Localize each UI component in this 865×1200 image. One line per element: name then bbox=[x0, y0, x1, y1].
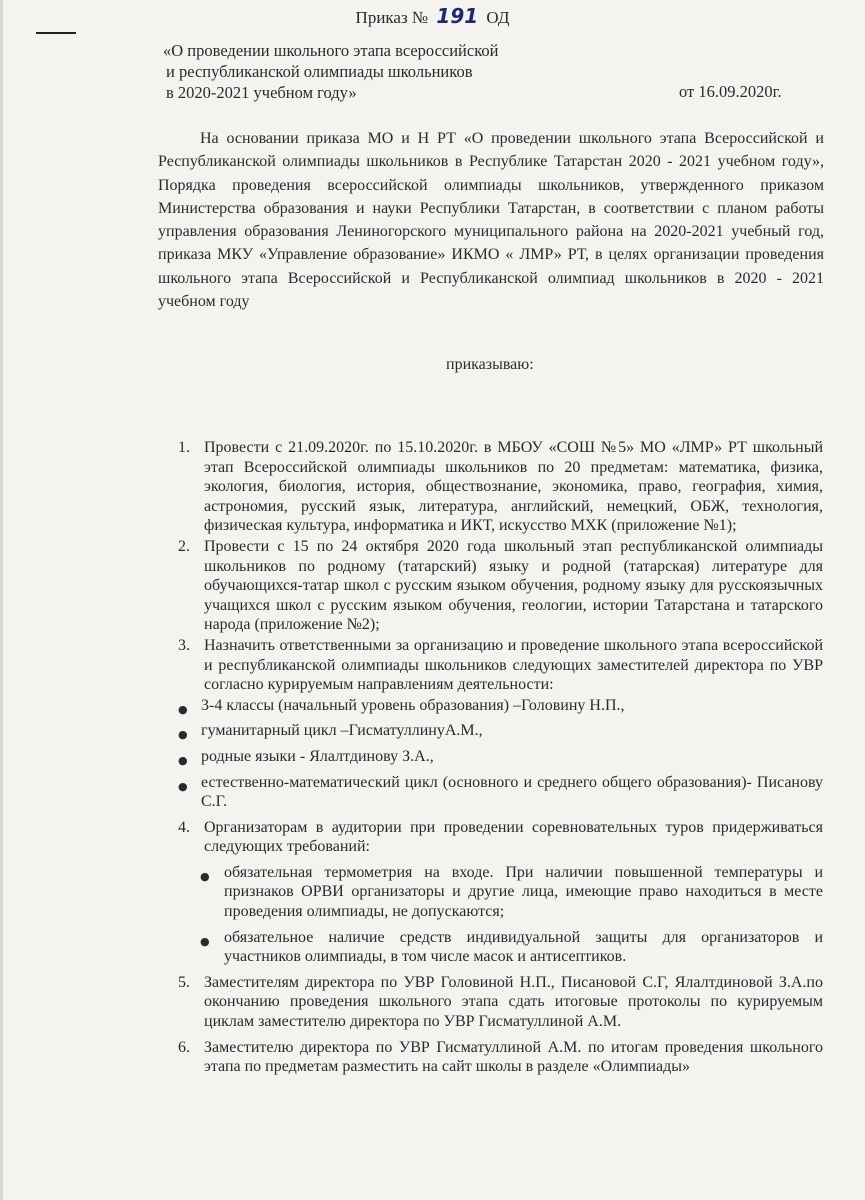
item-number: 6. bbox=[178, 1038, 190, 1056]
order-number: 191 bbox=[436, 4, 479, 28]
assignee-text: родные языки - Ялалтдинову З.А., bbox=[201, 747, 434, 765]
assignee-text: гуманитарный цикл –ГисматуллинуА.М., bbox=[201, 722, 483, 740]
list-item bbox=[178, 438, 823, 536]
item-text: Провести с 21.09.2020г. по 15.10.2020г. в МБОУ «СОШ №5» МО «ЛМР» РТ школьный этап Всероссийской олимпиады школьников по 20 предметам: математика, физика, экология, биология, история, обществознание, экономика, право, география, химия, астрономия, русский язык, литература, английский, немецкий, ОБЖ, технология, физическая культура, информатика и ИКТ, искусство МХК (приложение №1); bbox=[204, 439, 823, 535]
title-line-2: и республиканской олимпиады школьников bbox=[166, 62, 473, 81]
order-suffix: ОД bbox=[486, 8, 510, 27]
order-title bbox=[163, 40, 498, 103]
title-line-1: «О проведении школьного этапа всероссийской bbox=[163, 41, 499, 60]
list-item bbox=[178, 636, 823, 695]
assignee-text: естественно-математический цикл (основного и среднего общего образования)- Писанову С.Г. bbox=[201, 773, 823, 811]
bullet-icon: ● bbox=[178, 728, 188, 742]
order-date: от 16.09.2020г. bbox=[679, 82, 782, 101]
order-prefix: Приказ № bbox=[355, 8, 429, 27]
order-word: приказываю: bbox=[446, 356, 534, 373]
list-item bbox=[178, 973, 823, 1032]
item-number: 5. bbox=[178, 973, 190, 991]
bullet-icon: ● bbox=[200, 869, 210, 883]
item-text: Назначить ответственными за организацию и проведение школьного этапа всероссийской и республиканской олимпиады школьников следующих заместителей директора по УВР согласно курируемым направлениям деятельности: bbox=[204, 636, 823, 694]
list-item bbox=[178, 537, 823, 635]
list-item bbox=[178, 1038, 823, 1077]
item-number: 2. bbox=[178, 537, 190, 555]
requirement-text: обязательное наличие средств индивидуальной защиты для организаторов и участников олимпиады, в том числе масок и антисептиков. bbox=[224, 928, 823, 966]
bullet-icon: ● bbox=[200, 934, 210, 948]
title-line-3: в 2020-2021 учебном году» bbox=[166, 83, 357, 102]
assignee-item bbox=[178, 747, 823, 767]
assignee-item bbox=[178, 773, 823, 812]
assignee-item bbox=[178, 721, 823, 741]
scan-edge bbox=[0, 0, 3, 1200]
bullet-icon: ● bbox=[178, 779, 188, 793]
item-text: Организаторам в аудитории при проведении соревновательных туров придерживаться следующих требований: bbox=[204, 818, 823, 856]
list-item bbox=[178, 818, 823, 857]
requirement-text: обязательная термометрия на входе. При наличии повышенной температуры и признаков ОРВИ организаторы и другие лица, имеющие право находиться в месте проведения олимпиады, не допускаются; bbox=[224, 863, 823, 921]
bullet-icon: ● bbox=[178, 702, 188, 716]
item-text: Провести с 15 по 24 октября 2020 года школьный этап республиканской олимпиады школьников по родному (татарский) языку и родной (татарская) литературе для обучающихся-татар школ с русским языком обучения, родному языку для русскоязычных учащихся школ с русским языком обучения, геологии, истории Татарстана и татарского народа (приложение №2); bbox=[204, 537, 823, 634]
corner-mark bbox=[36, 32, 76, 34]
item-number: 3. bbox=[178, 636, 190, 654]
assignee-item bbox=[178, 696, 823, 716]
item-text: Заместителю директора по УВР Гисматуллиной А.М. по итогам проведения школьного этапа по предметам разместить на сайт школы в разделе «Олимпиады» bbox=[204, 1038, 823, 1076]
basis-paragraph: На основании приказа МО и Н РТ «О проведении школьного этапа Всероссийской и Республиканской олимпиады школьников в Республике Татарстан 2020 - 2021 учебном году», Порядка проведения всероссийской олимпиады школьников, утвержденного приказом Министерства образования и науки Республики Татарстан, в соответствии с планом работы управления образования Лениногорского муниципального района на 2020-2021 учебный год, приказа МКУ «Управление образование» ИКМО « ЛМР» РТ, в целях организации проведения школьного этапа Всероссийской и Республиканской олимпиад школьников в 2020 - 2021 учебном году bbox=[158, 130, 824, 311]
order-items-list bbox=[178, 438, 823, 1077]
assignee-text: 3-4 классы (начальный уровень образования) –Головину Н.П., bbox=[201, 696, 625, 714]
bullet-icon: ● bbox=[178, 753, 188, 767]
requirement-item bbox=[178, 928, 823, 967]
item-number: 4. bbox=[178, 818, 190, 836]
requirement-item bbox=[178, 863, 823, 922]
item-text: Заместителям директора по УВР Головиной Н.П., Писановой С.Г, Ялалтдиновой З.А.по окончанию проведения школьного этапа сдать итоговые протоколы по курируемым циклам заместителю директора по УВР Гисматуллиной А.М. bbox=[204, 973, 823, 1031]
order-header bbox=[0, 4, 865, 28]
item-number: 1. bbox=[178, 439, 190, 456]
